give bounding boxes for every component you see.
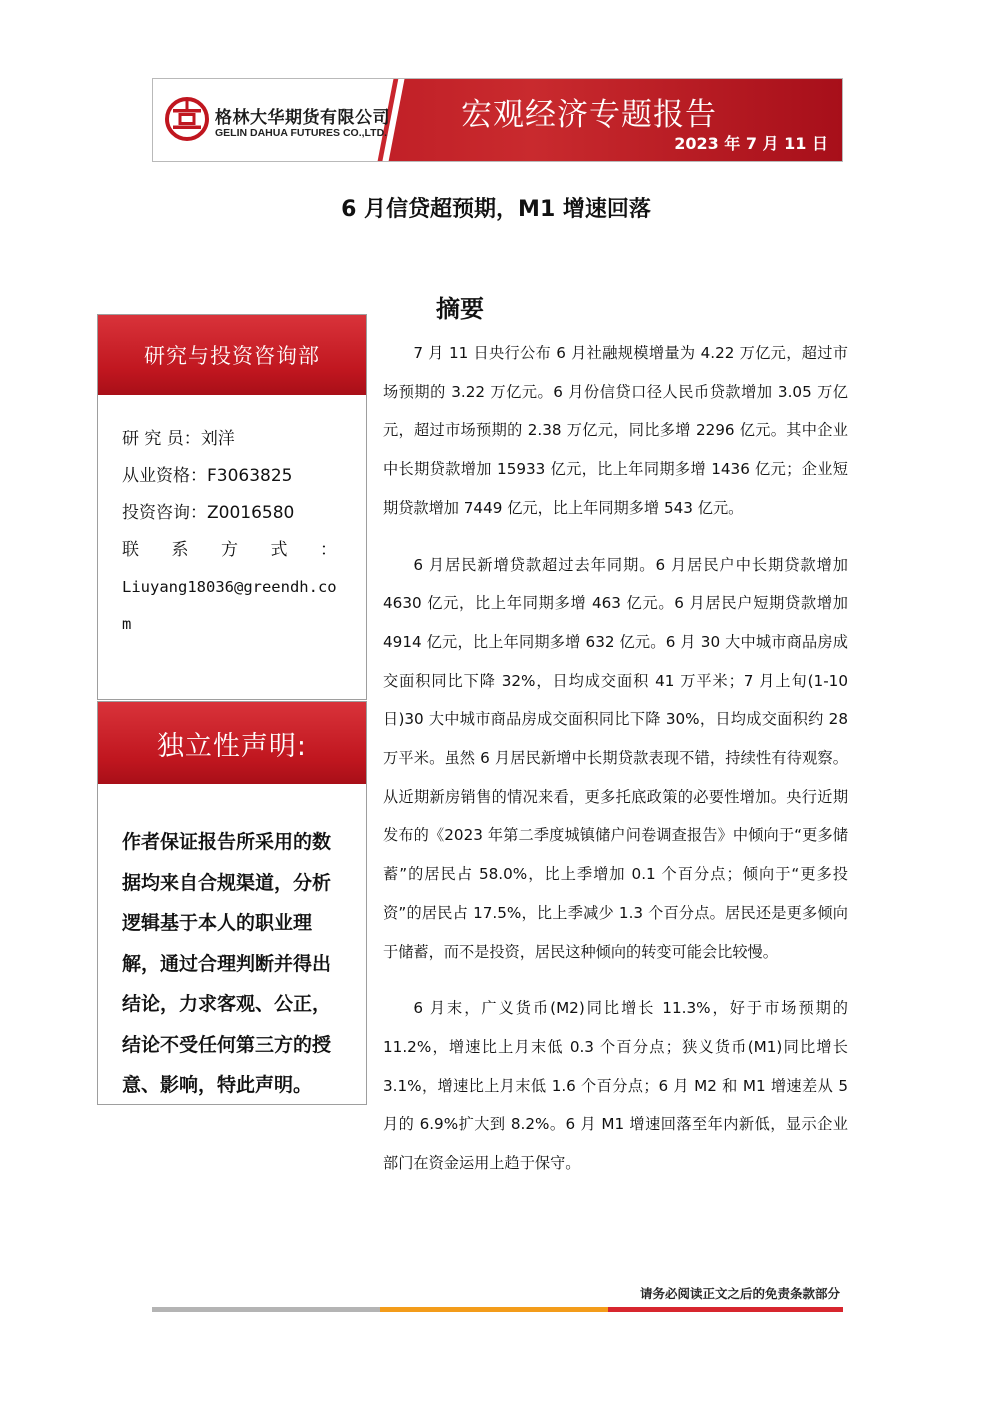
contact-label-char: 联 bbox=[122, 540, 139, 560]
qualification-label: 从业资格： bbox=[122, 466, 207, 486]
company-name-cn: 格林大华期货有限公司 bbox=[215, 108, 390, 128]
qualification-row bbox=[122, 458, 344, 495]
company-logo-icon bbox=[165, 97, 209, 141]
body-paragraph: 6 月末，广义货币(M2)同比增长 11.3%，好于市场预期的 11.2%，增速比上月末低 0.3 个百分点；狭义货币(M1)同比增长 3.1%，增速比上月末低 1.6 个百分点；6 月 M2 和 M1 增速差从 5 月的 6.9%扩大到 8.2%。6 月 M1 增速回落至年内新低，显示企业部门在资金运用上趋于保守。 bbox=[383, 999, 848, 1173]
consult-number: Z0016580 bbox=[207, 503, 295, 523]
statement-text: 作者保证报告所采用的数据均来自合规渠道，分析逻辑基于本人的职业理解，通过合理判断并得出结论，力求客观、公正，结论不受任何第三方的授意、影响，特此声明。 bbox=[122, 831, 332, 1096]
independence-panel bbox=[97, 701, 367, 1105]
researcher-info bbox=[98, 395, 366, 643]
department-title: 研究与投资咨询部 bbox=[144, 344, 320, 368]
contact-label-char: 系 bbox=[171, 540, 189, 560]
document-title: 6 月信贷超预期，M1 增速回落 bbox=[341, 197, 651, 222]
contact-label-char: 式 bbox=[270, 540, 288, 560]
contact-label bbox=[122, 532, 337, 569]
body-paragraph: 7 月 11 日央行公布 6 月社融规模增量为 4.22 万亿元，超过市场预期的 3.22 万亿元。6 月份信贷口径人民币贷款增加 3.05 万亿元，超过市场预期的 2.38 万亿元，同比多增 2296 亿元。其中企业中长期贷款增加 15933 亿元，比上年同期多增 1436 亿元；企业短期贷款增加 7449 亿元，比上年同期多增 543 亿元。 bbox=[383, 344, 848, 517]
statement-header bbox=[98, 702, 366, 784]
contact-label-char: 方 bbox=[221, 540, 238, 560]
consult-label: 投资咨询： bbox=[122, 503, 207, 523]
footer-divider bbox=[152, 1307, 843, 1312]
consult-row bbox=[122, 495, 344, 532]
researcher-name: 刘洋 bbox=[200, 429, 235, 449]
statement-title: 独立性声明: bbox=[156, 730, 308, 762]
disclaimer-note: 请务必阅读正文之后的免责条款部分 bbox=[639, 1286, 840, 1301]
department-header bbox=[98, 315, 366, 395]
researcher-panel bbox=[97, 314, 367, 700]
abstract-heading: 摘要 bbox=[436, 295, 484, 323]
qualification-number: F3063825 bbox=[207, 466, 293, 486]
abstract-body bbox=[383, 334, 848, 1201]
researcher-row bbox=[122, 421, 344, 458]
body-paragraph: 6 月居民新增贷款超过去年同期。6 月居民户中长期贷款增加 4630 亿元，比上年同期多增 463 亿元。6 月居民户短期贷款增加 4914 亿元，比上年同期多增 632 亿元。6 月 30 大中城市商品房成交面积同比下降 32%，日均成交面积 41 万平米；7 月上旬(1-10 日)30 大中城市商品房成交面积同比下降 30%，日均成交面积约 28 万平米。虽然 6 月居民新增中长期贷款表现不错，持续性有待观察。从近期新房销售的情况来看，更多托底政策的必要性增加。央行近期发布的《2023 年第二季度城镇储户问卷调查报告》中倾向于“更多储蓄”的居民占 58.0%，比上季增加 0.1 个百分点；倾向于“更多投资”的居民占 17.5%，比上季减少 1.3 个百分点。居民还是更多倾向于储蓄，而不是投资，居民这种倾向的转变可能会比较慢。 bbox=[383, 555, 848, 961]
report-date: 2023 年 7 月 11 日 bbox=[674, 134, 828, 153]
contact-email: Liuyang18036@greendh.com bbox=[122, 578, 337, 633]
report-type: 宏观经济专题报告 bbox=[461, 97, 717, 133]
company-name-en: GELIN DAHUA FUTURES CO.,LTD. bbox=[215, 127, 388, 139]
header-banner bbox=[152, 78, 843, 162]
contact-label-char: ： bbox=[320, 540, 337, 560]
researcher-label: 研 究 员： bbox=[122, 429, 201, 449]
